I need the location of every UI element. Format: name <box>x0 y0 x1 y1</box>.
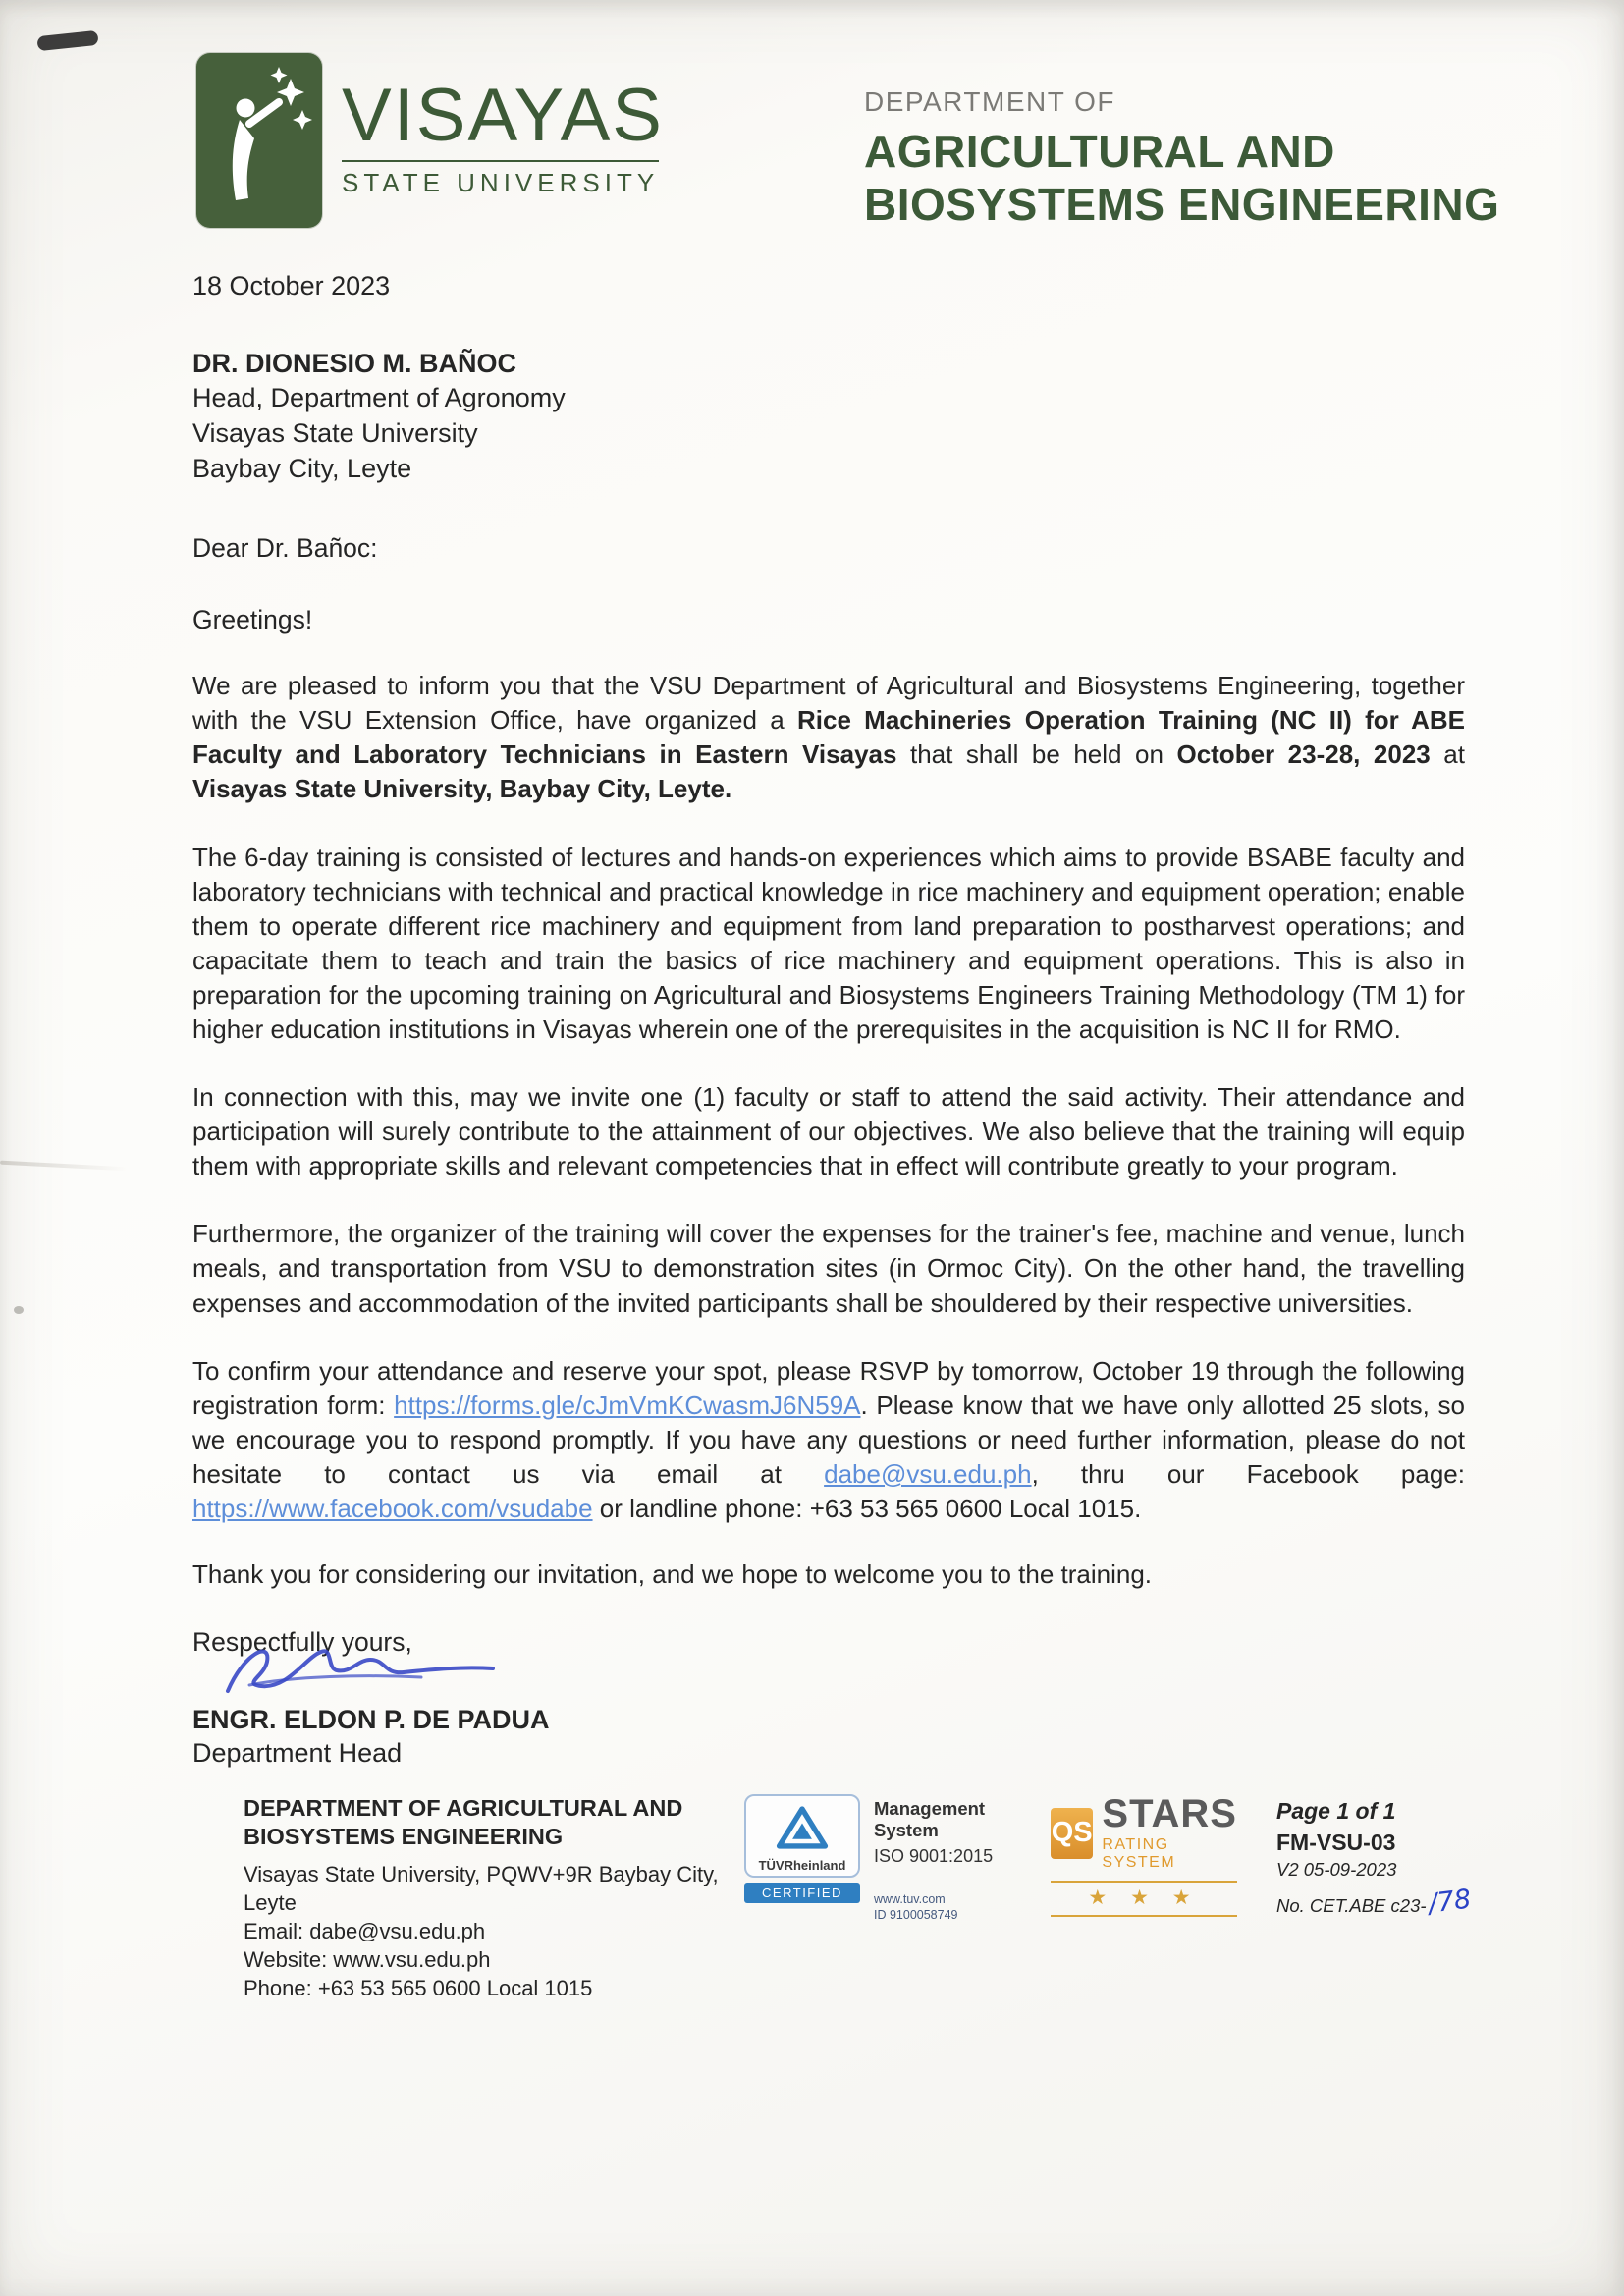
footer-dept-title-line2: BIOSYSTEMS ENGINEERING <box>244 1824 564 1850</box>
footer-dept-title <box>244 1794 734 1852</box>
p5-text-b: . Please know that we have only allotted 25 slots, so we encourage you to respond promptly. If you have any questions or need further information, please do not hesitate to contact us via email at <box>192 1390 1465 1489</box>
signatory-title: Department Head <box>192 1738 403 1769</box>
p5-text-a: To confirm your attendance and reserve your spot, please RSVP by tomorrow, October 19 through the following registration form: <box>192 1355 1465 1420</box>
paragraph-5 <box>192 1354 1465 1526</box>
tuv-management: Management <box>874 1798 986 1820</box>
scan-dot-mark <box>14 1306 24 1314</box>
letterhead-footer <box>192 1792 1473 2002</box>
footer-website: Website: www.vsu.edu.ph <box>244 1946 491 1972</box>
recipient-institution: Visayas State University <box>192 417 478 448</box>
footer-dept-title-line1: DEPARTMENT OF AGRICULTURAL AND <box>244 1795 683 1822</box>
recipient-name: DR. DIONESIO M. BAÑOC <box>192 348 517 378</box>
p1-bold-dates: October 23-28, 2023 <box>1176 739 1431 770</box>
footer-department-info <box>244 1794 734 2002</box>
tuv-certification-badge <box>744 1794 1011 1924</box>
tuv-logo-box <box>744 1794 860 1878</box>
qs-wordmark <box>1102 1794 1237 1872</box>
signatory-name: ENGR. ELDON P. DE PADUA <box>192 1705 550 1735</box>
paragraph-3: In connection with this, may we invite one (1) faculty or staff to attend the said activity. Their attendance and participation will surely contribute to the attainment of our objectives. We also believe that the training will equip them with appropriate skills and relevant competencies that in effect will contribute greatly to your program. <box>192 1082 1465 1181</box>
footer-phone: Phone: +63 53 565 0600 Local 1015 <box>244 1975 593 2000</box>
tuv-url: www.tuv.com <box>874 1892 946 1907</box>
footer-contact-lines <box>244 1860 734 2002</box>
p1-bold-training-title: Rice Machineries Operation Training (NC II) for ABE Faculty and Laboratory Technicians in Eastern Visayas <box>192 705 1465 770</box>
form-version: V2 05-09-2023 <box>1276 1859 1397 1881</box>
paragraph-2: The 6-day training is consisted of lectures and hands-on experiences which aims to provide BSABE faculty and laboratory technicians with technical and practical knowledge in rice machinery and equipment operation; enable them to operate different rice machinery and equipment from land preparation to postharvest operations; and capacitate them to teach and train the basics of rice machinery and equipment operations. This is also in preparation for the upcoming training on Agricultural and Biosystems Engineers Training Methodology (TM 1) for higher education institutions in Visayas wherein one of the prerequisites in the acquisition is NC II for RMO. <box>192 842 1465 1044</box>
footer-email: Email: dabe@vsu.edu.ph <box>244 1918 486 1943</box>
p1-text-a: We are pleased to inform you that the VSU Department of Agricultural and Biosystems Engineering, together with the VSU Extension Office, have organized a <box>192 671 1465 736</box>
university-name: VISAYAS <box>342 74 664 157</box>
page-number: Page 1 of 1 <box>1276 1798 1396 1825</box>
p5-text-c: , thru our Facebook page: <box>1031 1458 1465 1489</box>
qs-stars-word: STARS <box>1102 1792 1237 1836</box>
tuv-triangle-icon <box>776 1804 829 1851</box>
email-link[interactable]: dabe@vsu.edu.ph <box>824 1458 1032 1489</box>
vsu-logo <box>196 53 322 228</box>
university-wordmark <box>342 53 664 198</box>
p1-text-b: that shall be held on <box>896 739 1177 770</box>
tuv-system: System <box>874 1820 939 1841</box>
footer-address: Visayas State University, PQWV+9R Baybay City, Leyte <box>244 1861 719 1915</box>
tuv-brand-name: TÜVRheinland <box>758 1858 846 1874</box>
document-number <box>1276 1884 1473 1920</box>
paragraph-4: Furthermore, the organizer of the training will cover the expenses for the trainer's fee, machine and venue, lunch meals, and transportation from VSU to demonstration sites (in Ormoc City). On the other hand, the travelling expenses and accommodation of the invited participants shall be shouldered by their respective universities. <box>192 1219 1465 1318</box>
department-heading <box>864 53 1571 232</box>
registration-form-link[interactable]: https://forms.gle/cJmVmKCwasmJ6N59A <box>394 1390 861 1420</box>
department-name-line1: AGRICULTURAL AND <box>864 126 1335 177</box>
letter-date: 18 October 2023 <box>192 270 391 301</box>
qs-stars-badge <box>1051 1794 1237 1917</box>
form-code: FM-VSU-03 <box>1276 1830 1396 1856</box>
handwritten-number: /78 <box>1426 1884 1473 1920</box>
university-subtitle: STATE UNIVERSITY <box>342 160 659 198</box>
recipient-block <box>192 347 1465 487</box>
letter-body <box>0 271 1624 2002</box>
tuv-iso-standard: ISO 9001:2015 <box>874 1846 994 1867</box>
p1-text-c: at <box>1430 739 1465 770</box>
recipient-address: Baybay City, Leyte <box>192 453 412 483</box>
department-name-line2: BIOSYSTEMS ENGINEERING <box>864 178 1500 230</box>
document-control-info <box>1276 1794 1473 1920</box>
paragraph-1 <box>192 669 1465 806</box>
qs-badge-top <box>1051 1794 1237 1872</box>
p1-bold-venue: Visayas State University, Baybay City, Leyte. <box>192 774 732 804</box>
qs-stars-row: ★ ★ ★ <box>1051 1881 1237 1917</box>
tuv-id-block <box>874 1892 1011 1923</box>
salutation: Dear Dr. Bañoc: <box>192 533 378 564</box>
sower-figure-icon <box>196 53 322 228</box>
document-number-prefix: No. CET.ABE c23- <box>1276 1895 1427 1917</box>
p5-text-d: or landline phone: +63 53 565 0600 Local 1015. <box>592 1494 1142 1523</box>
qs-rating-system: RATING SYSTEM <box>1102 1836 1176 1872</box>
department-prefix: DEPARTMENT OF <box>864 86 1115 117</box>
tuv-badge-left <box>744 1794 860 1924</box>
signature-block <box>192 1705 1465 1769</box>
tuv-certified-ribbon: CERTIFIED <box>744 1883 860 1903</box>
facebook-page-link[interactable]: https://www.facebook.com/vsudabe <box>192 1494 593 1523</box>
tuv-badge-text <box>874 1794 1011 1924</box>
recipient-position: Head, Department of Agronomy <box>192 383 566 413</box>
qs-logo: QS <box>1051 1808 1093 1859</box>
closing-thanks: Thank you for considering our invitation, and we hope to welcome you to the training. <box>192 1559 1153 1590</box>
tuv-id: ID 9100058749 <box>874 1908 958 1923</box>
letterhead <box>0 0 1624 232</box>
opening-greeting: Greetings! <box>192 605 313 635</box>
complimentary-close: Respectfully yours, <box>192 1627 412 1658</box>
